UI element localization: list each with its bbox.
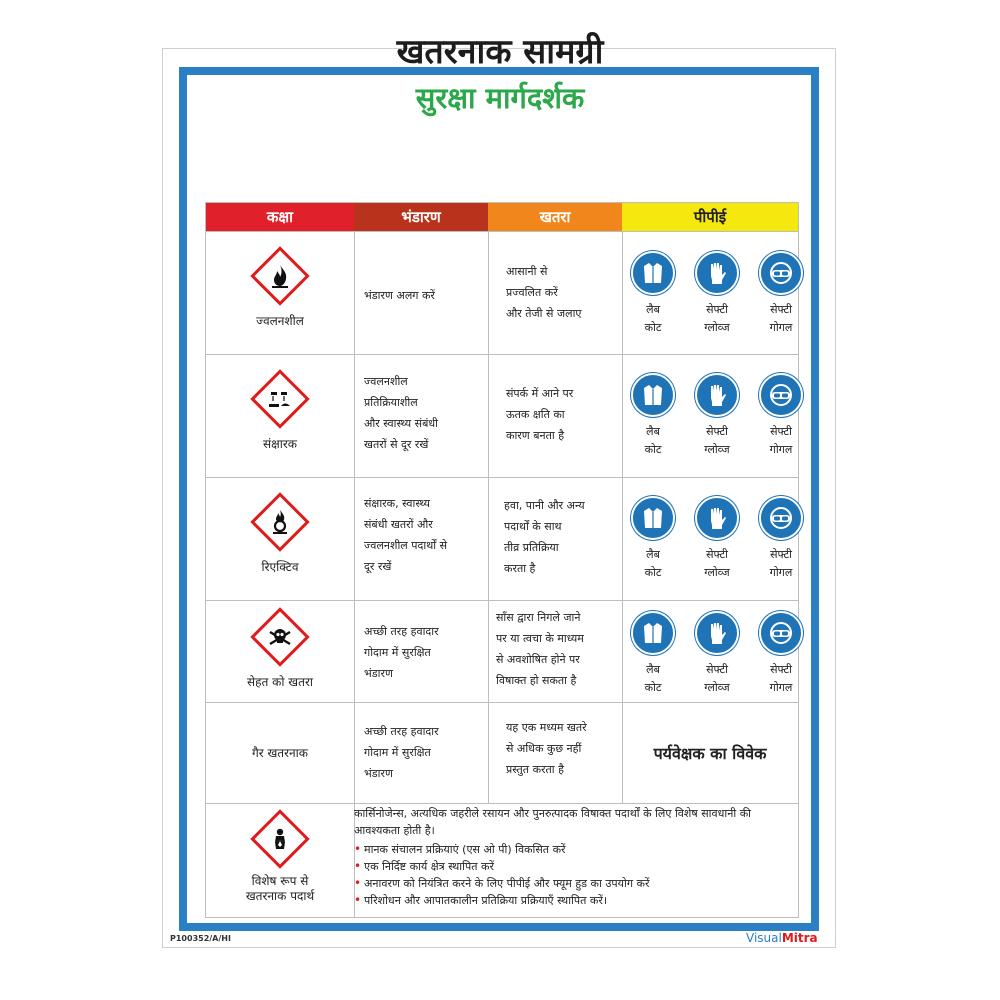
text-line: से अवशोषित होने पर (496, 653, 580, 666)
poster-title: खतरनाक सामग्री (396, 32, 604, 72)
ppe-label-line: गोगल (769, 443, 793, 456)
text-line: संपर्क में आने पर (506, 387, 574, 400)
ppe-label-line: कोट (644, 321, 662, 334)
poster-subtitle: सुरक्षा मार्गदर्शक (415, 81, 585, 115)
ppe-label-line: सेफ्टी (706, 425, 728, 438)
lab-coat-icon (631, 496, 675, 540)
ppe-label-line: लैब (646, 303, 660, 316)
text-line: गोदाम में सुरक्षित (364, 646, 431, 659)
header-class: कक्षा (206, 203, 354, 231)
class-label: सेहत को खतरा (247, 674, 313, 689)
product-code: P100352/A/HI (170, 934, 231, 943)
text-line: ज्वलनशील (364, 375, 408, 388)
ppe-lab-coat (632, 496, 674, 582)
class-label: रिएक्टिव (261, 559, 299, 574)
ppe-goggles (760, 611, 802, 697)
text-line: हवा, पानी और अन्य (504, 499, 585, 512)
text-line: विषाक्त हो सकता है (496, 674, 577, 687)
text-line: प्रस्तुत करता है (506, 763, 564, 776)
lab-coat-icon (631, 611, 675, 655)
list-item: • मानक संचालन प्रक्रियाएं (एस ओ पी) विकसित करें (354, 841, 794, 858)
flame-over-circle-icon (250, 492, 309, 551)
flame-icon (250, 246, 309, 305)
text-line: पर या त्वचा के माध्यम (496, 632, 584, 645)
corrosion-icon (250, 369, 309, 428)
ppe-goggles (760, 251, 802, 337)
header-hazard: खतरा (488, 203, 622, 231)
goggles-icon (759, 496, 803, 540)
hazard-cell (506, 717, 620, 780)
text-line: भंडारण (364, 767, 393, 780)
ppe-label-line: गोगल (769, 681, 793, 694)
ppe-set (632, 373, 802, 459)
ppe-label-line: ग्लोव्ज (704, 681, 730, 694)
text-line: से अधिक कुछ नहीं (506, 742, 582, 755)
class-label-line: विशेष रूप से (251, 874, 309, 888)
class-cell-special-hazard (206, 809, 354, 913)
goggles-icon (759, 373, 803, 417)
supervisor-discretion: पर्यवेक्षक का विवेक (653, 743, 767, 763)
ppe-label-line: ग्लोव्ज (704, 321, 730, 334)
list-item: • परिशोधन और आपातकालीन प्रतिक्रिया प्रक्रियाएँ स्थापित करें। (354, 892, 794, 909)
special-intro: कार्सिनोजेन्स, अत्यधिक जहरीले रसायन और पुनरुत्पादक विषाक्त पदार्थों के लिए विशेष सावधानी की आवश्यकता होती है। (354, 807, 752, 837)
ppe-gloves (696, 251, 738, 337)
grid-line (206, 477, 798, 478)
skull-crossbones-icon (250, 607, 309, 666)
storage-cell (364, 371, 484, 455)
text-line: दूर रखें (364, 560, 392, 573)
special-precautions (354, 805, 794, 909)
lab-coat-icon (631, 373, 675, 417)
class-cell-flammable (206, 243, 354, 343)
ppe-label-line: सेफ्टी (706, 303, 728, 316)
ppe-gloves (696, 496, 738, 582)
special-bullets (354, 841, 794, 909)
text-line: करता है (504, 562, 536, 575)
text-line: संक्षारक, स्वास्थ्य (364, 497, 431, 510)
ppe-label-line: कोट (644, 681, 662, 694)
class-label: गैर खतरनाक (251, 745, 309, 760)
text-line: ज्वलनशील पदार्थों से (364, 539, 448, 552)
list-item: • अनावरण को नियंत्रित करने के लिए पीपीई और फ्यूम हुड का उपयोग करें (354, 875, 794, 892)
text-line: खतरों से दूर रखें (364, 438, 429, 451)
hazard-cell (506, 261, 618, 324)
storage-cell (364, 493, 488, 577)
ppe-label-line: कोट (644, 443, 662, 456)
ppe-set (632, 496, 802, 582)
ppe-label-line: सेफ्टी (770, 548, 792, 561)
ppe-label-line: ग्लोव्ज (704, 566, 730, 579)
class-cell-non-hazardous (206, 703, 354, 803)
ppe-supervisor-cell (622, 703, 798, 803)
ppe-gloves (696, 611, 738, 697)
text-line: अच्छी तरह हवादार (364, 725, 439, 738)
text-line: भंडारण (364, 667, 393, 680)
text-line: तीव्र प्रतिक्रिया (504, 541, 559, 554)
ppe-lab-coat (632, 611, 674, 697)
grid-line (206, 354, 798, 355)
grid-line (354, 231, 355, 803)
brand-logo (746, 931, 818, 945)
class-cell-corrosive (206, 366, 354, 466)
text-line: भंडारण अलग करें (364, 289, 435, 302)
ppe-label-line: सेफ्टी (706, 663, 728, 676)
text-line: यह एक मध्यम खतरे (506, 721, 587, 734)
text-line: अच्छी तरह हवादार (364, 625, 439, 638)
ppe-label-line: लैब (646, 425, 660, 438)
ppe-label-line: सेफ्टी (770, 663, 792, 676)
grid-line (206, 600, 798, 601)
ppe-lab-coat (632, 373, 674, 459)
safety-table (205, 202, 799, 918)
text-line: कारण बनता है (506, 429, 565, 442)
text-line: गोदाम में सुरक्षित (364, 746, 431, 759)
ppe-label-line: कोट (644, 566, 662, 579)
storage-cell (364, 721, 488, 784)
goggles-icon (759, 611, 803, 655)
glove-icon (695, 496, 739, 540)
glove-icon (695, 373, 739, 417)
text-line: पदार्थों के साथ (504, 520, 562, 533)
text-line: प्रज्वलित करें (506, 286, 558, 299)
glove-icon (695, 611, 739, 655)
ppe-label-line: सेफ्टी (770, 425, 792, 438)
storage-cell (364, 285, 484, 306)
list-item: • एक निर्दिष्ट कार्य क्षेत्र स्थापित करें (354, 858, 794, 875)
text-line: और स्वास्थ्य संबंधी (364, 417, 439, 430)
ppe-label-line: सेफ्टी (706, 548, 728, 561)
ppe-label-line: गोगल (769, 566, 793, 579)
grid-line (206, 803, 798, 804)
header-ppe: पीपीई (622, 203, 798, 231)
hazard-cell (506, 383, 618, 446)
text-line: प्रतिक्रियाशील (364, 396, 418, 409)
text-line: संबंधी खतरों और (364, 518, 433, 531)
ppe-label-line: लैब (646, 663, 660, 676)
hazard-cell (504, 495, 620, 579)
class-cell-health-hazard (206, 610, 354, 698)
health-hazard-icon (250, 809, 309, 868)
text-line: ऊतक क्षति का (506, 408, 565, 421)
text-line: साँस द्वारा निगले जाने (496, 611, 581, 624)
ppe-lab-coat (632, 251, 674, 337)
ppe-goggles (760, 373, 802, 459)
class-label: संक्षारक (263, 436, 297, 451)
class-cell-reactive (206, 489, 354, 589)
class-label: ज्वलनशील (256, 313, 304, 328)
ppe-set (632, 611, 802, 697)
grid-line (206, 231, 798, 232)
lab-coat-icon (631, 251, 675, 295)
ppe-label-line: लैब (646, 548, 660, 561)
text-line: आसानी से (506, 265, 548, 278)
ppe-gloves (696, 373, 738, 459)
brand-part: Mitra (781, 931, 818, 945)
grid-line (488, 231, 489, 803)
ppe-set (632, 251, 802, 337)
class-label-line: खतरनाक पदार्थ (245, 889, 315, 903)
ppe-label-line: ग्लोव्ज (704, 443, 730, 456)
ppe-goggles (760, 496, 802, 582)
hazard-cell (496, 607, 620, 691)
goggles-icon (759, 251, 803, 295)
ppe-label-line: सेफ्टी (770, 303, 792, 316)
glove-icon (695, 251, 739, 295)
header-storage: भंडारण (354, 203, 488, 231)
ppe-label-line: गोगल (769, 321, 793, 334)
brand-part: Visual (746, 931, 782, 945)
storage-cell (364, 621, 488, 684)
text-line: और तेजी से जलाए (506, 307, 582, 320)
